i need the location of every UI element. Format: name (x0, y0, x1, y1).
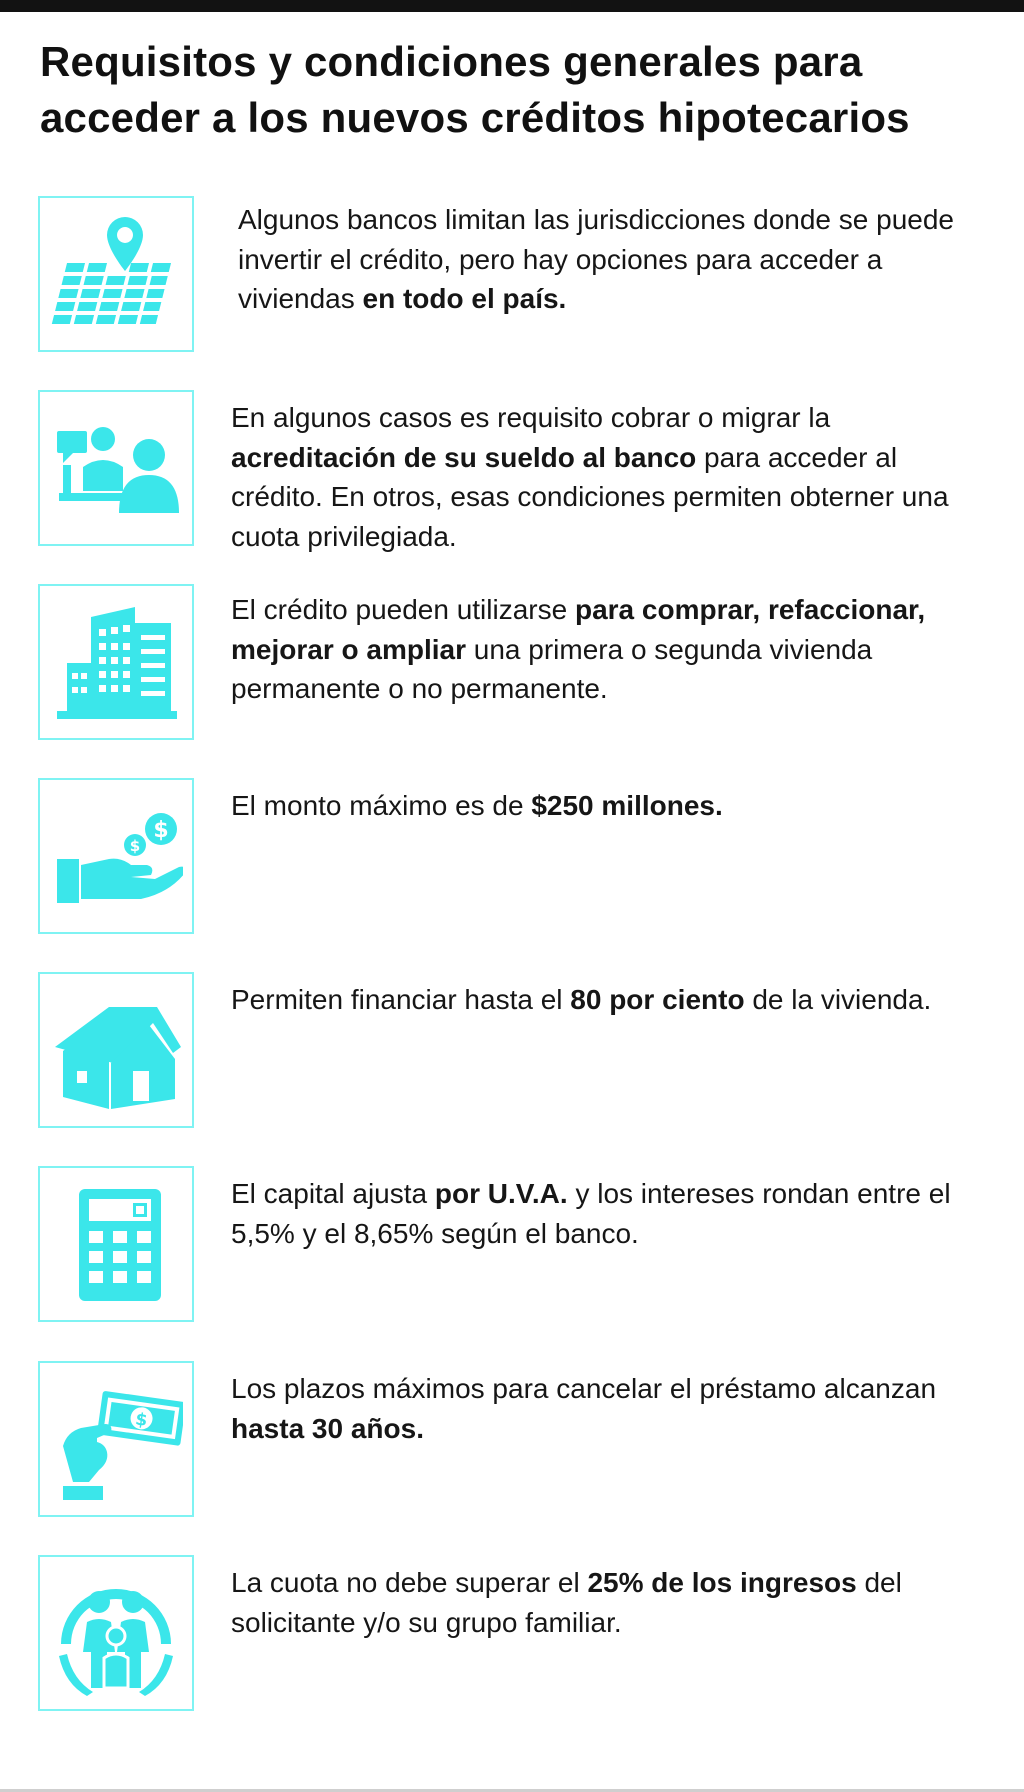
item-text: El crédito pueden utilizarse para comprar, refaccionar, mejorar o ampliar una primera o segunda vivienda permanente o no permanente. (231, 594, 926, 704)
hand-coins-icon (49, 789, 183, 923)
svg-text:$: $ (129, 837, 141, 855)
building-icon (49, 595, 183, 729)
calculator-icon (49, 1177, 183, 1311)
list-item-salary (0, 390, 1024, 550)
svg-text:$: $ (134, 1409, 149, 1432)
family-icon (49, 1566, 183, 1700)
list-item-jurisdictions (0, 196, 1024, 356)
icon-box (38, 196, 194, 352)
icon-box (38, 972, 194, 1128)
top-bar (0, 0, 1024, 12)
item-text: Algunos bancos limitan las jurisdicciones donde se puede invertir el crédito, pero hay opciones para acceder a viviendas en todo el país. (238, 204, 954, 314)
icon-box (38, 778, 194, 934)
hand-money-icon (49, 1372, 183, 1506)
item-text: El capital ajusta por U.V.A. y los intereses rondan entre el 5,5% y el 8,65% según el banco. (231, 1178, 951, 1249)
list-item-amount (0, 778, 1024, 938)
item-text: En algunos casos es requisito cobrar o migrar la acreditación de su sueldo al banco para acceder al crédito. En otros, esas condiciones permiten obterner una cuota privilegiada. (231, 402, 949, 552)
house-icon (49, 983, 183, 1117)
bank-teller-icon (49, 401, 183, 535)
list-item-financing (0, 972, 1024, 1132)
icon-box (38, 390, 194, 546)
list-item-interest (0, 1166, 1024, 1326)
icon-box (38, 1555, 194, 1711)
svg-text:$: $ (153, 818, 169, 843)
icon-box (38, 1361, 194, 1517)
list-item-usage (0, 584, 1024, 744)
list-item-installment (0, 1555, 1024, 1715)
list-item-term (0, 1361, 1024, 1521)
item-text: Los plazos máximos para cancelar el préstamo alcanzan hasta 30 años. (231, 1373, 937, 1444)
item-text: La cuota no debe superar el 25% de los ingresos del solicitante y/o su grupo familiar. (231, 1567, 902, 1638)
item-text: El monto máximo es de $250 millones. (231, 790, 723, 821)
icon-box (38, 584, 194, 740)
page-title: Requisitos y condiciones generales para acceder a los nuevos créditos hipotecarios (40, 38, 910, 141)
item-text: Permiten financiar hasta el 80 por ciento de la vivienda. (231, 984, 932, 1015)
map-pin-grid-icon (49, 207, 183, 341)
icon-box (38, 1166, 194, 1322)
